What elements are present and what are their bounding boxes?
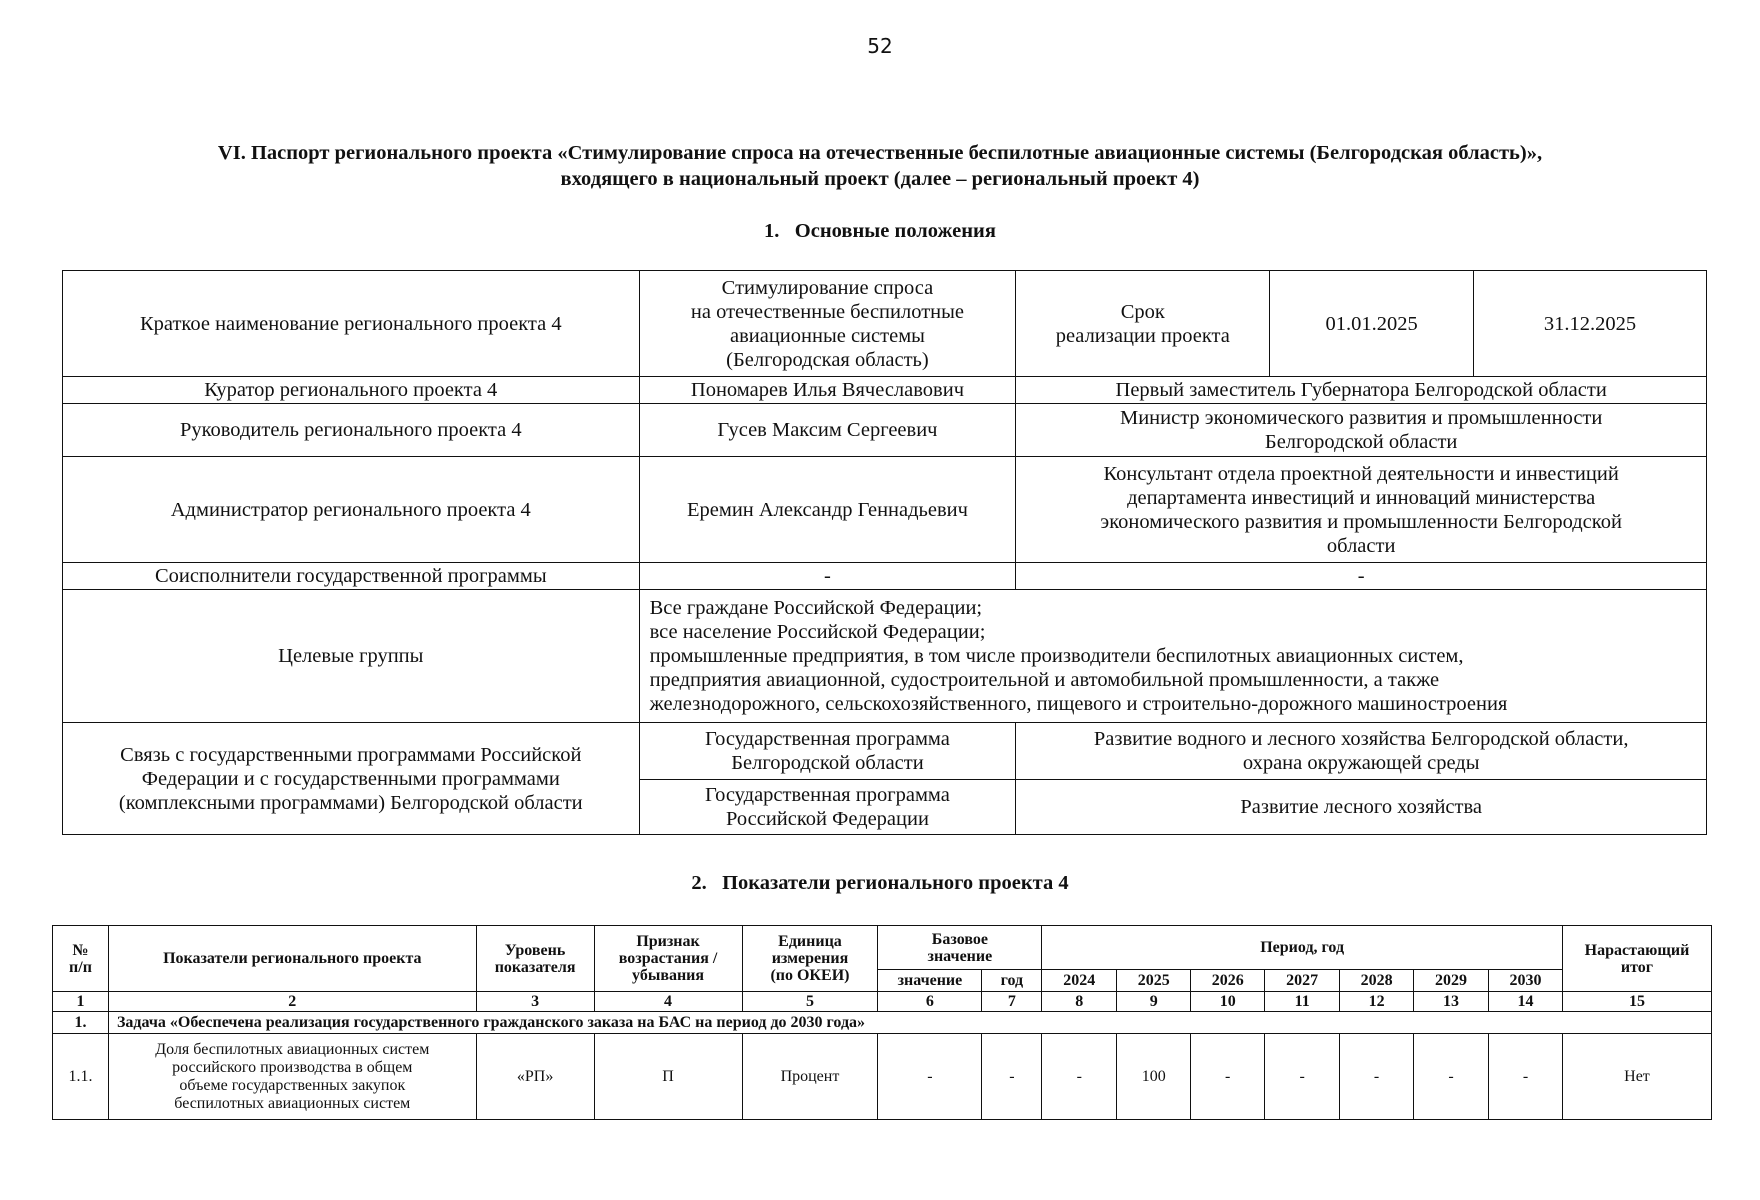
header-year: 2024 (1042, 970, 1117, 992)
row-level: «РП» (476, 1034, 594, 1120)
column-number: 1 (53, 992, 109, 1012)
row-num: 1.1. (53, 1034, 109, 1120)
table-row (53, 1034, 1712, 1120)
row-year-value: - (1191, 1034, 1265, 1120)
column-number: 9 (1117, 992, 1191, 1012)
column-number: 13 (1414, 992, 1489, 1012)
row-base-value: - (878, 1034, 982, 1120)
admin-label: Администратор регионального проекта 4 (63, 457, 640, 563)
program-1-type: Государственная программа Белгородской области (639, 723, 1016, 780)
page-number: 52 (867, 34, 893, 58)
row-unit: Процент (742, 1034, 878, 1120)
header-year: 2026 (1191, 970, 1265, 992)
task-text: Задача «Обеспечена реализация государственного гражданского заказа на БАС на период до 2030 года» (108, 1012, 1711, 1034)
target-groups-label: Целевые группы (63, 590, 640, 723)
column-number: 11 (1265, 992, 1340, 1012)
program-2-type: Государственная программа Российской Федерации (639, 780, 1016, 835)
program-2-name: Развитие лесного хозяйства (1016, 780, 1707, 835)
short-name-label: Краткое наименование регионального проекта 4 (63, 271, 640, 377)
row-indicator-name: Доля беспилотных авиационных систем российского производства в общем объеме государственных закупок беспилотных авиационных систем (108, 1034, 476, 1120)
row-year-value: 100 (1117, 1034, 1191, 1120)
column-number: 7 (982, 992, 1042, 1012)
header-level: Уровень показателя (476, 926, 594, 992)
header-base-year: год (982, 970, 1042, 992)
program-links-label: Связь с государственными программами Российской Федерации и с государственными программами (комплексными программами) Белгородской области (63, 723, 640, 835)
coexecutors-label: Соисполнители государственной программы (63, 563, 640, 590)
header-year: 2030 (1489, 970, 1563, 992)
curator-name: Пономарев Илья Вячеславович (639, 377, 1016, 404)
header-cumulative: Нарастающий итог (1562, 926, 1711, 992)
header-base-value: значение (878, 970, 982, 992)
start-date: 01.01.2025 (1270, 271, 1474, 377)
header-indicator-name: Показатели регионального проекта (108, 926, 476, 992)
row-year-value: - (1489, 1034, 1563, 1120)
section-1-title: 1. Основные положения (764, 220, 996, 242)
section-2-title: 2. Показатели регионального проекта 4 (691, 872, 1069, 894)
head-position: Министр экономического развития и промышленности Белгородской области (1016, 404, 1707, 457)
header-year: 2025 (1117, 970, 1191, 992)
coexecutors-value-2: - (1016, 563, 1707, 590)
column-number: 12 (1340, 992, 1414, 1012)
curator-label: Куратор регионального проекта 4 (63, 377, 640, 404)
program-1-name: Развитие водного и лесного хозяйства Белгородской области, охрана окружающей среды (1016, 723, 1707, 780)
header-base: Базовое значение (878, 926, 1042, 970)
row-sign: П (594, 1034, 742, 1120)
column-number: 14 (1489, 992, 1563, 1012)
row-cumulative: Нет (1562, 1034, 1711, 1120)
column-number: 2 (108, 992, 476, 1012)
column-number: 5 (742, 992, 878, 1012)
short-name-value: Стимулирование спроса на отечественные беспилотные авиационные системы (Белгородская область) (639, 271, 1016, 377)
header-year: 2028 (1340, 970, 1414, 992)
row-year-value: - (1042, 1034, 1117, 1120)
target-groups-value: Все граждане Российской Федерации; все население Российской Федерации; промышленные предприятия, в том числе производители беспилотных авиационных систем, предприятия авиационной, судостроительной и автомобильной промышленности, а также железнодорожного, сельскохозяйственного, пищевого и строительно-дорожного машиностроения (639, 590, 1706, 723)
header-period: Период, год (1042, 926, 1563, 970)
column-number: 8 (1042, 992, 1117, 1012)
curator-position: Первый заместитель Губернатора Белгородской области (1016, 377, 1707, 404)
task-number: 1. (53, 1012, 109, 1034)
column-number: 6 (878, 992, 982, 1012)
column-number: 3 (476, 992, 594, 1012)
end-date: 31.12.2025 (1474, 271, 1707, 377)
header-sign: Признак возрастания / убывания (594, 926, 742, 992)
column-number: 10 (1191, 992, 1265, 1012)
term-label: Срок реализации проекта (1016, 271, 1270, 377)
row-year-value: - (1265, 1034, 1340, 1120)
header-unit: Единица измерения (по ОКЕИ) (742, 926, 878, 992)
document-title (60, 140, 1700, 192)
title-line-2: входящего в национальный проект (далее – региональный проект 4) (560, 168, 1200, 190)
row-year-value: - (1340, 1034, 1414, 1120)
row-base-year: - (982, 1034, 1042, 1120)
coexecutors-value: - (639, 563, 1016, 590)
indicators-table (52, 925, 1712, 1120)
admin-position: Консультант отдела проектной деятельности и инвестиций департамента инвестиций и инноваций министерства экономического развития и промышленности Белгородской области (1016, 457, 1707, 563)
head-label: Руководитель регионального проекта 4 (63, 404, 640, 457)
row-year-value: - (1414, 1034, 1489, 1120)
column-number: 15 (1562, 992, 1711, 1012)
basic-provisions-table (62, 270, 1707, 835)
header-year: 2027 (1265, 970, 1340, 992)
admin-name: Еремин Александр Геннадьевич (639, 457, 1016, 563)
head-name: Гусев Максим Сергеевич (639, 404, 1016, 457)
title-line-1: VI. Паспорт регионального проекта «Стимулирование спроса на отечественные беспилотные авиационные системы (Белгородская область)», (217, 142, 1543, 164)
header-year: 2029 (1414, 970, 1489, 992)
header-num: № п/п (53, 926, 109, 992)
column-number: 4 (594, 992, 742, 1012)
